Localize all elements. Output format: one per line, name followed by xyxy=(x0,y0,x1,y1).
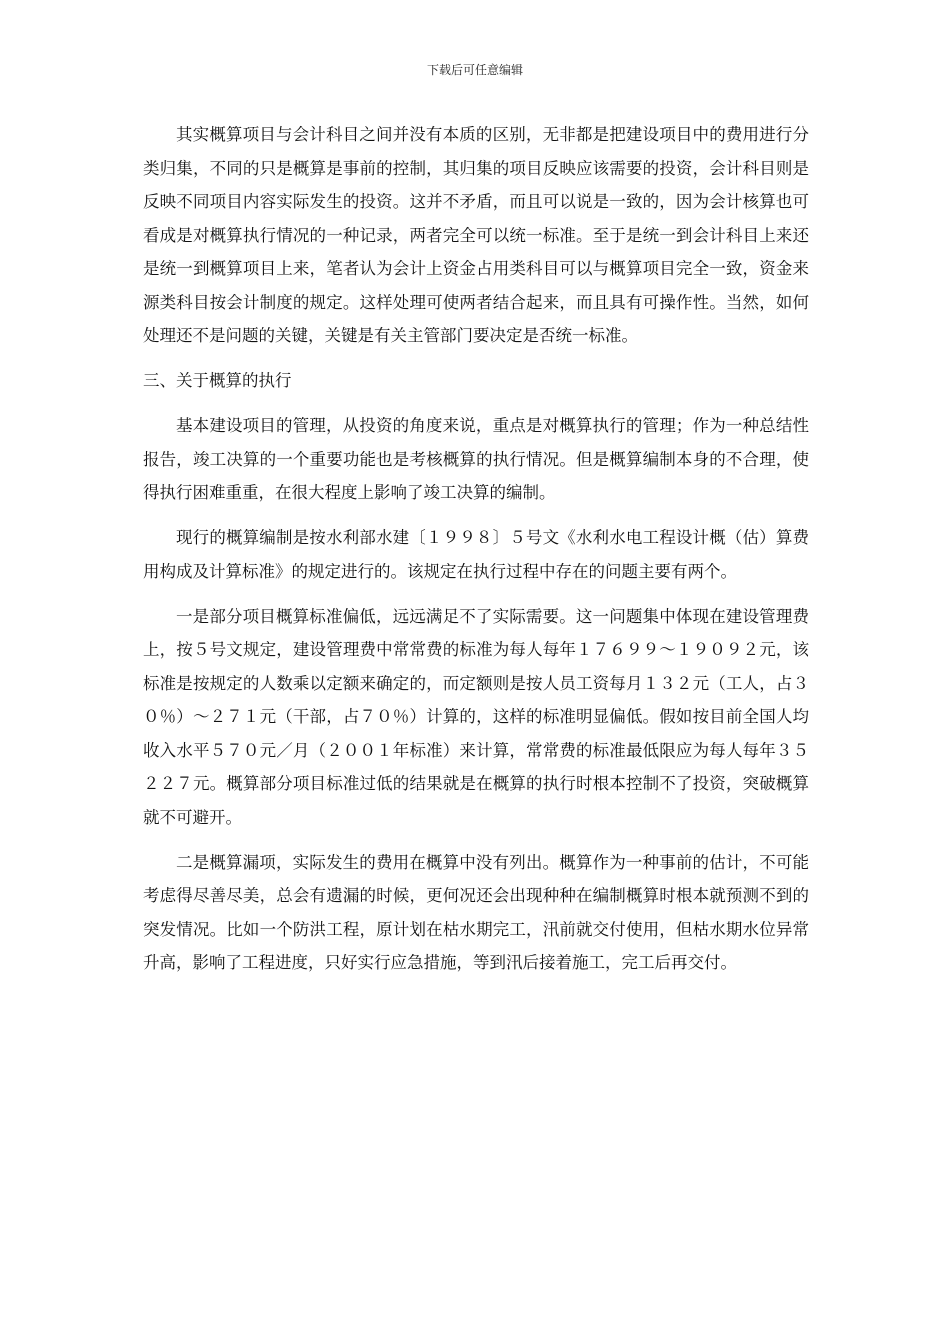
page-header-note: 下载后可任意编辑 xyxy=(426,63,523,77)
section-heading-estimate-execution: 三、关于概算的执行 xyxy=(143,371,292,390)
paragraph-problem-one-low-standard: 一是部分项目概算标准偏低，远远满足不了实际需要。这一问题集中体现在建设管理费上，按５号文规定，建设管理费中常常费的标准为每人每年１７６９９～１９０９２元，该标准是按规定的人数乘以定额来确定的，而定额则是按人员工资每月１３２元（工人，占３０％）～２７１元（干部，占７０％）计算的，这样的标准明显偏低。假如按目前全国人均收入水平５７０元／月（２００１年标准）来计算，常常费的标准最低限应为每人每年３５２２７元。概算部分项目标准过低的结果就是在概算的执行时根本控制不了投资，突破概算就不可避开。 xyxy=(143,606,809,827)
document-body xyxy=(143,118,809,980)
paragraph-problem-two-missing-items: 二是概算漏项，实际发生的费用在概算中没有列出。概算作为一种事前的估计，不可能考虑得尽善尽美，总会有遗漏的时候，更何况还会出现种种在编制概算时根本就预测不到的突发情况。比如一个防洪工程，原计划在枯水期完工，汛前就交付使用，但枯水期水位异常升高，影响了工程进度，只好实行应急措施，等到汛后接着施工，完工后再交付。 xyxy=(143,852,809,972)
paragraph-project-management: 基本建设项目的管理，从投资的角度来说，重点是对概算执行的管理；作为一种总结性报告，竣工决算的一个重要功能也是考核概算的执行情况。但是概算编制本身的不合理，使得执行困难重重，在很大程度上影响了竣工决算的编制。 xyxy=(143,416,809,502)
paragraph-current-estimate-rules: 现行的概算编制是按水利部水建〔１９９８〕５号文《水利水电工程设计概（估）算费用构成及计算标准》的规定进行的。该规定在执行过程中存在的问题主要有两个。 xyxy=(143,528,809,581)
paragraph-accounting-vs-estimate: 其实概算项目与会计科目之间并没有本质的区别，无非都是把建设项目中的费用进行分类归集，不同的只是概算是事前的控制，其归集的项目反映应该需要的投资，会计科目则是反映不同项目内容实际发生的投资。这并不矛盾，而且可以说是一致的，因为会计核算也可看成是对概算执行情况的一种记录，两者完全可以统一标准。至于是统一到会计科目上来还是统一到概算项目上来，笔者认为会计上资金占用类科目可以与概算项目完全一致，资金来源类科目按会计制度的规定。这样处理可使两者结合起来，而且具有可操作性。当然，如何处理还不是问题的关键，关键是有关主管部门要决定是否统一标准。 xyxy=(143,125,809,345)
